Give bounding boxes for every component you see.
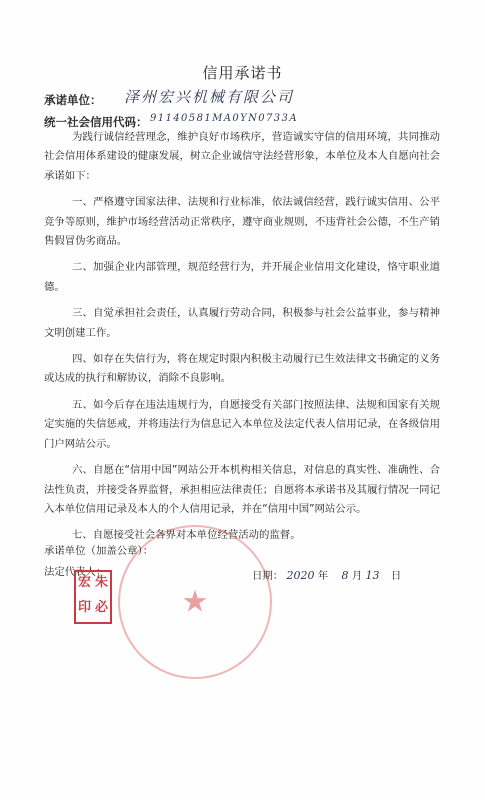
date-year-suffix: 年 xyxy=(317,570,329,582)
commitment-item-4: 四、如存在失信行为，将在规定时限内积极主动履行已生效法律文书确定的义务或达成的执行和解协议，消除不良影响。 xyxy=(44,353,440,385)
seal-char: 朱 xyxy=(94,575,108,590)
date-month-suffix: 月 xyxy=(351,570,363,582)
personal-name-seal xyxy=(74,570,112,624)
date-month: 8 xyxy=(341,569,349,582)
unit-label: 承诺单位： xyxy=(44,93,102,107)
commitment-body xyxy=(44,128,440,546)
intro-paragraph: 为践行诚信经营理念，维护良好市场秩序，营造诚实守信的信用环境，共同推动社会信用体系建设的健康发展，树立企业诚信守法经营形象，本单位及本人自愿向社会承诺如下： xyxy=(44,131,440,182)
commitment-item-5: 五、如今后存在违法违规行为，自愿接受有关部门按照法律、法规和国家有关规定实施的失信惩戒，并将违法行为信息记入本单位及法定代表人信用记录，在各级信用门户网站公示。 xyxy=(44,398,440,450)
legal-rep-label: 法定代表人： xyxy=(44,566,107,578)
sign-unit-label: 承诺单位（加盖公章）： xyxy=(44,545,154,557)
date-year: 2020 xyxy=(286,569,315,582)
date-day-suffix: 日 xyxy=(390,570,402,582)
commitment-item-3: 三、自觉承担社会责任，认真履行劳动合同，积极参与社会公益事业，参与精神文明创建工作。 xyxy=(44,307,440,339)
commitment-item-6: 六、自愿在“信用中国”网站公开本机构相关信息，对信息的真实性、准确性、合法性负责，并接受各界监督，承担相应法律责任；自愿将本承诺书及其履行情况一同记入本单位信用记录及本人的个人信用记录，并在“信用中国”网站公示。 xyxy=(44,464,440,515)
commitment-item-2: 二、加强企业内部管理，规范经营行为，并开展企业信用文化建设，恪守职业道德。 xyxy=(44,261,440,293)
date-line xyxy=(252,567,401,582)
seal-char: 必 xyxy=(94,600,108,615)
date-day: 13 xyxy=(365,569,380,582)
seal-char: 印 xyxy=(77,600,91,615)
credit-code-label: 统一社会信用代码： xyxy=(44,115,148,129)
credit-code-handwritten: 91140581MA0YN0733A xyxy=(150,113,298,124)
unit-handwritten: 泽州宏兴机械有限公司 xyxy=(124,88,295,106)
star-icon: ★ xyxy=(181,584,209,620)
document-title: 信用承诺书 xyxy=(202,64,283,82)
seal-char: 宏 xyxy=(77,575,91,590)
commitment-item-1: 一、严格遵守国家法律、法规和行业标准，依法诚信经营，践行诚实信用、公平竞争等原则，维护市场经营活动正常秩序，遵守商业规则，不违背社会公德，不生产销售假冒伪劣商品。 xyxy=(44,196,440,248)
date-label: 日期： xyxy=(252,570,284,582)
commitment-item-7: 七、自愿接受社会各界对本单位经营活动的监督。 xyxy=(72,529,301,542)
